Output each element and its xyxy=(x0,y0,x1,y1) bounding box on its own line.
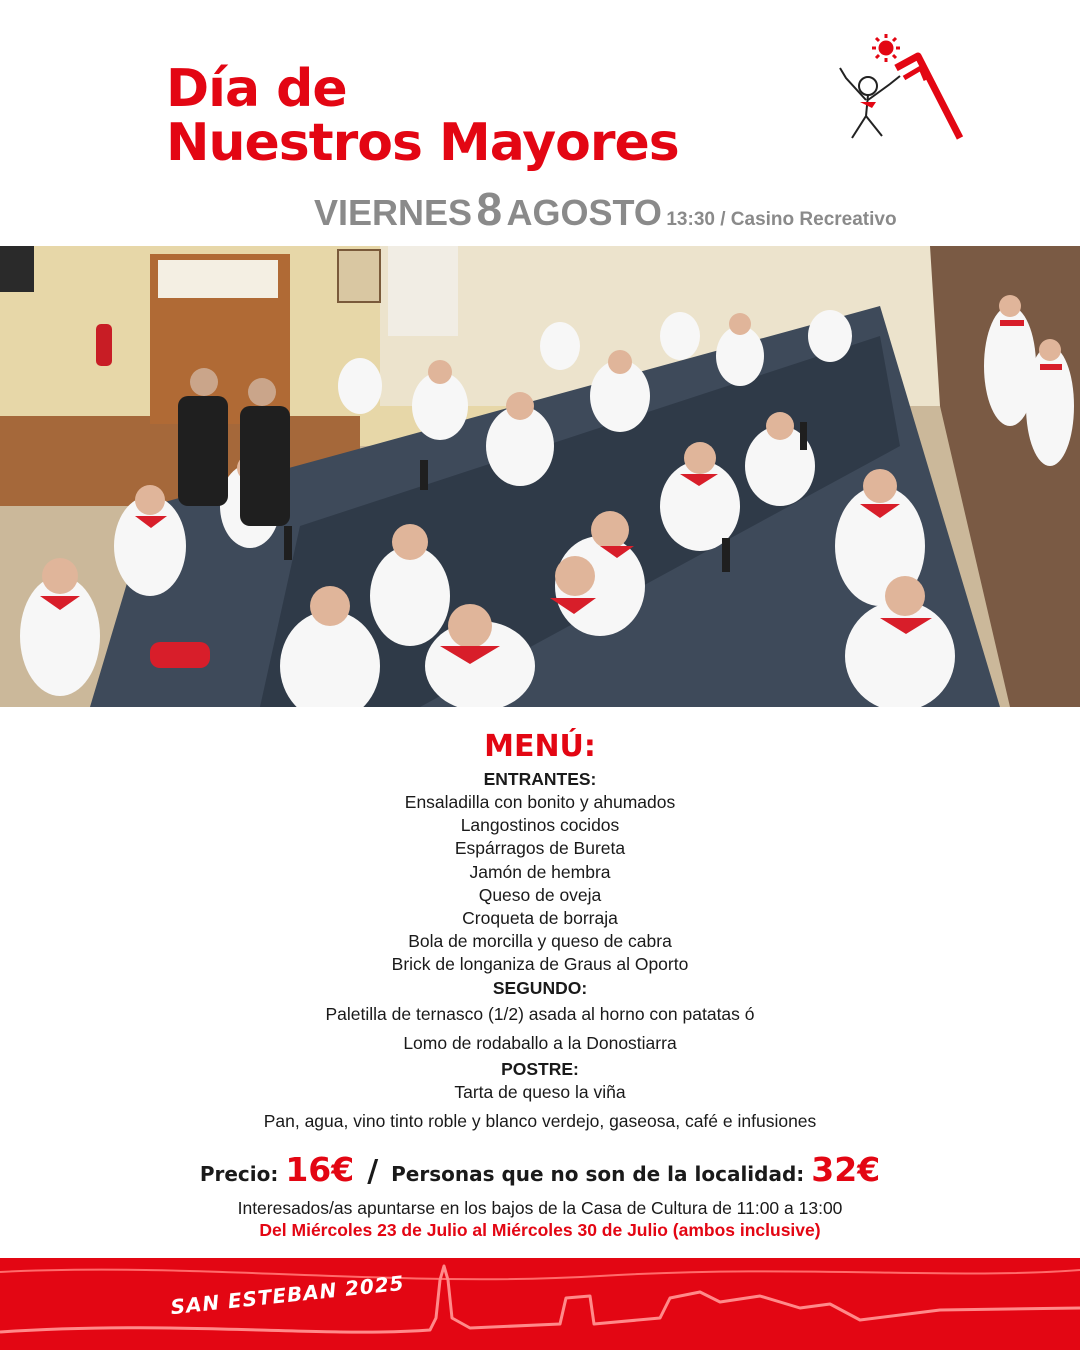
registration-dates: Del Miércoles 23 de Julio al Miércoles 30 de Julio (ambos inclusive) xyxy=(259,1220,821,1240)
registration-line: Interesados/as apuntarse en los bajos de la Casa de Cultura de 11:00 a 13:00 xyxy=(237,1198,843,1218)
menu-item: Queso de oveja xyxy=(478,884,602,905)
menu-item: Espárragos de Bureta xyxy=(454,838,626,859)
menu-item: Lomo de rodaballo a la Donostiarra xyxy=(403,1032,677,1053)
registration-info xyxy=(0,1197,1080,1241)
menu-item: Paletilla de ternasco (1/2) asada al horno con patatas ó xyxy=(325,1003,755,1024)
dessert-heading: POSTRE: xyxy=(501,1058,579,1079)
weekday: VIERNES xyxy=(314,192,473,233)
menu-item: Bola de morcilla y queso de cabra xyxy=(408,931,672,952)
menu-item: Tarta de queso la viña xyxy=(454,1081,626,1102)
footer-title: SAN ESTEBAN 2025 xyxy=(169,1270,406,1320)
time-place: 13:30 / Casino Recreativo xyxy=(666,209,897,230)
menu-item: Jamón de hembra xyxy=(469,861,611,882)
drinks-line: Pan, agua, vino tinto roble y blanco verdejo, gaseosa, café e infusiones xyxy=(263,1110,817,1131)
menu-item: Brick de longaniza de Graus al Oporto xyxy=(391,954,689,975)
town-skyline-icon xyxy=(0,1258,1080,1350)
title-line-2: Nuestros Mayores xyxy=(166,113,679,173)
menu-item: Langostinos cocidos xyxy=(460,815,620,836)
price-line xyxy=(0,1150,1080,1189)
group-dinner-photo xyxy=(0,246,1080,707)
menu-item: Ensaladilla con bonito y ahumados xyxy=(404,792,676,812)
price-separator: / xyxy=(367,1154,379,1189)
second-heading: SEGUNDO: xyxy=(492,977,588,998)
nonlocal-label: Personas que no son de la localidad: xyxy=(391,1162,805,1186)
price-label: Precio: xyxy=(199,1162,279,1186)
menu-title: MENÚ: xyxy=(484,729,596,764)
nonlocal-price: 32€ xyxy=(811,1150,881,1189)
event-title xyxy=(166,59,679,173)
dancing-figure-logo-icon xyxy=(826,28,966,148)
month: AGOSTO xyxy=(506,192,662,233)
menu-section xyxy=(0,728,1080,1136)
local-price: 16€ xyxy=(285,1150,355,1189)
day-number: 8 xyxy=(476,183,503,235)
starters-heading: ENTRANTES: xyxy=(483,769,597,789)
menu-item: Croqueta de borraja xyxy=(462,908,618,929)
title-line-1: Día de xyxy=(166,59,347,119)
date-line xyxy=(314,182,897,236)
